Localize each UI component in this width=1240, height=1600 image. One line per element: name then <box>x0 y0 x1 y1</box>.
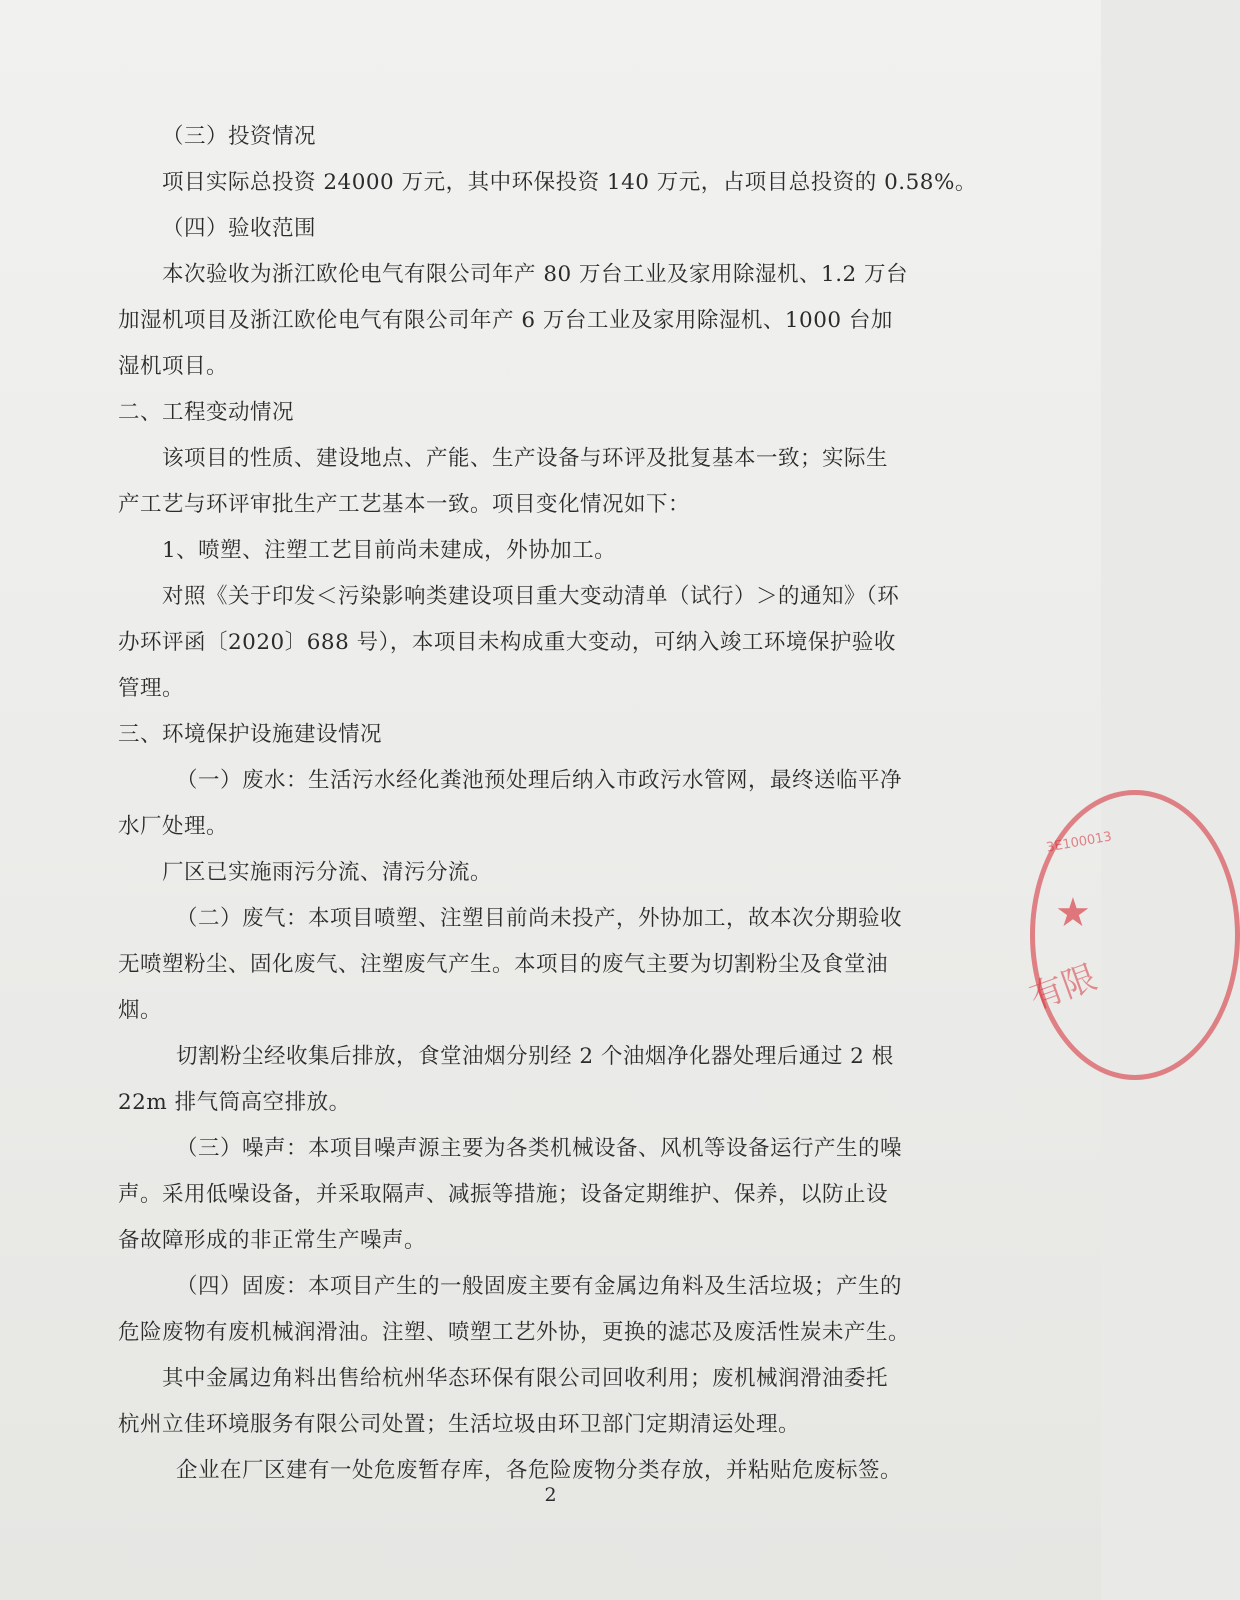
section-heading-investment: （三）投资情况 <box>162 124 317 149</box>
paragraph-line: 杭州立佳环境服务有限公司处置；生活垃圾由环卫部门定期清运处理。 <box>118 1412 801 1437</box>
paragraph-line: 无喷塑粉尘、固化废气、注塑废气产生。本项目的废气主要为切割粉尘及食堂油 <box>118 952 889 977</box>
paragraph-line: （三）噪声：本项目噪声源主要为各类机械设备、风机等设备运行产生的噪 <box>176 1136 903 1161</box>
paragraph-line: 备故障形成的非正常生产噪声。 <box>118 1228 427 1253</box>
paragraph-line: 项目实际总投资 24000 万元，其中环保投资 140 万元，占项目总投资的 0.58%。 <box>162 170 977 195</box>
paragraph-line: 其中金属边角料出售给杭州华态环保有限公司回收利用；废机械润滑油委托 <box>162 1366 889 1391</box>
stamp-code-fragment: 3E100013 <box>1045 829 1113 856</box>
stamp-star-icon: ★ <box>1055 890 1091 936</box>
paragraph-line: 本次验收为浙江欧伦电气有限公司年产 80 万台工业及家用除湿机、1.2 万台 <box>162 262 909 287</box>
stamp-glyph-fragment: 有限 <box>1024 957 1102 1019</box>
paragraph-line: 水厂处理。 <box>118 814 229 839</box>
paragraph-line: （一）废水：生活污水经化粪池预处理后纳入市政污水管网，最终送临平净 <box>176 768 903 793</box>
section-heading-changes: 二、工程变动情况 <box>118 400 295 425</box>
paragraph-line: 该项目的性质、建设地点、产能、生产设备与环评及批复基本一致；实际生 <box>162 446 889 471</box>
list-item: 1、喷塑、注塑工艺目前尚未建成，外协加工。 <box>162 538 617 563</box>
paragraph-line: 湿机项目。 <box>118 354 229 379</box>
paragraph-line: 22m 排气筒高空排放。 <box>118 1090 351 1115</box>
paragraph-line: 产工艺与环评审批生产工艺基本一致。项目变化情况如下： <box>118 492 691 517</box>
paragraph-line: 加湿机项目及浙江欧伦电气有限公司年产 6 万台工业及家用除湿机、1000 台加 <box>118 308 893 333</box>
paragraph-line: （四）固废：本项目产生的一般固废主要有金属边角料及生活垃圾；产生的 <box>176 1274 903 1299</box>
paragraph-line: 管理。 <box>118 676 185 701</box>
section-heading-environmental-facilities: 三、环境保护设施建设情况 <box>118 722 383 747</box>
paragraph-line: 危险废物有废机械润滑油。注塑、喷塑工艺外协，更换的滤芯及废活性炭未产生。 <box>118 1320 911 1345</box>
paragraph-line: 厂区已实施雨污分流、清污分流。 <box>162 860 493 885</box>
paragraph-line: 办环评函〔2020〕688 号），本项目未构成重大变动，可纳入竣工环境保护验收 <box>118 630 896 655</box>
paragraph-line: 声。采用低噪设备，并采取隔声、减振等措施；设备定期维护、保养，以防止设 <box>118 1182 889 1207</box>
paragraph-line: 切割粉尘经收集后排放，食堂油烟分别经 2 个油烟净化器处理后通过 2 根 <box>176 1044 894 1069</box>
paragraph-line: 企业在厂区建有一处危废暂存库，各危险废物分类存放，并粘贴危废标签。 <box>176 1458 903 1483</box>
paragraph-line: 对照《关于印发＜污染影响类建设项目重大变动清单（试行）＞的通知》（环 <box>162 584 900 609</box>
document-body <box>118 114 977 1494</box>
section-heading-acceptance-scope: （四）验收范围 <box>162 216 317 241</box>
paragraph-line: （二）废气：本项目喷塑、注塑目前尚未投产，外协加工，故本次分期验收 <box>176 906 903 931</box>
page-number: 2 <box>544 1484 557 1506</box>
paragraph-line: 烟。 <box>118 998 163 1023</box>
